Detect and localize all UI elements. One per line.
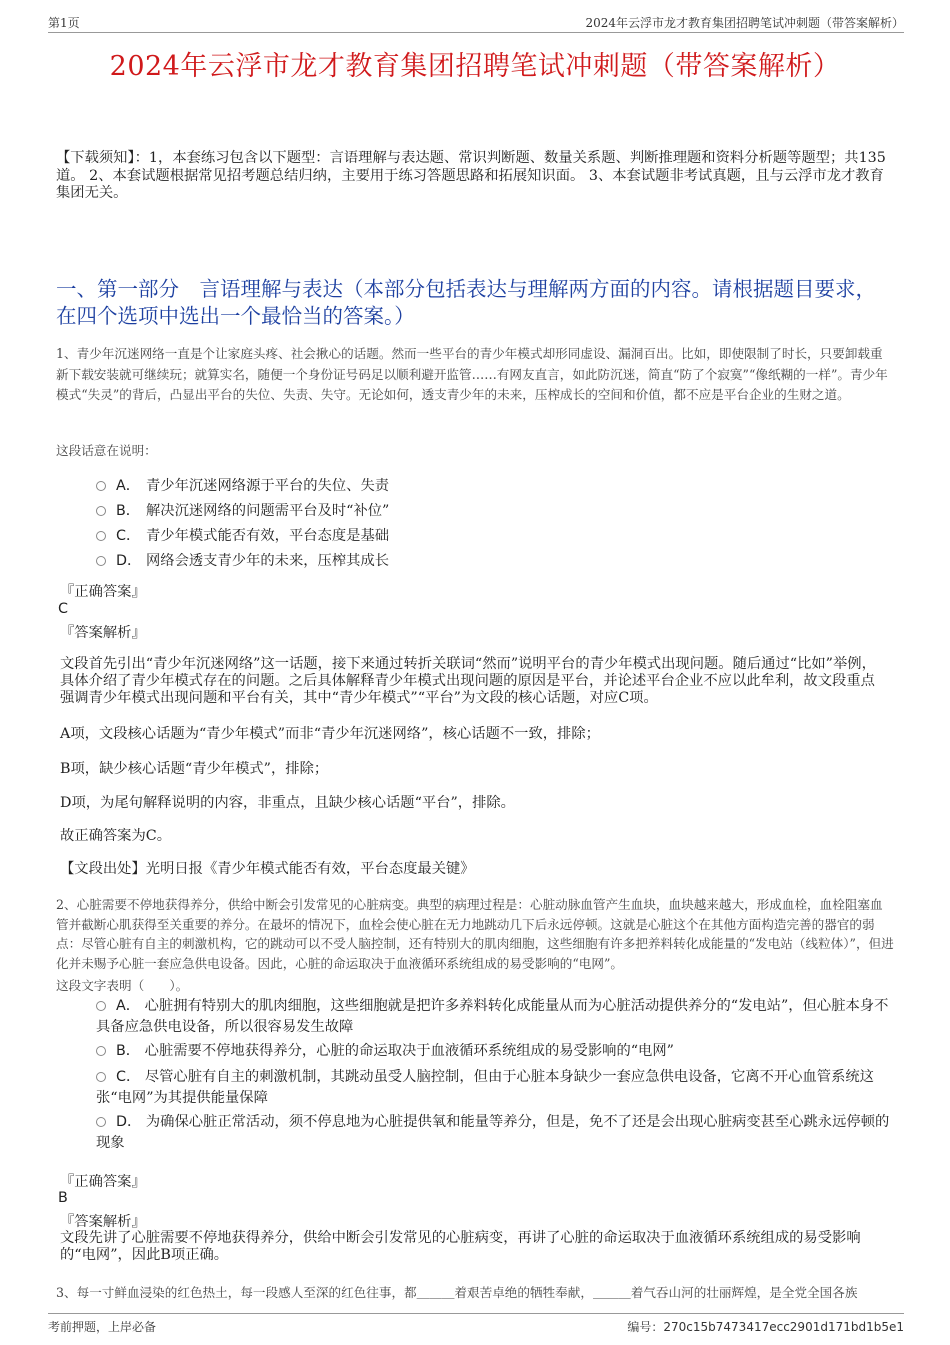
page-header	[48, 14, 904, 33]
radio-icon[interactable]	[96, 531, 106, 541]
question-1-analysis-d: D项，为尾句解释说明的内容，非重点，且缺少核心话题“平台”，排除。	[60, 795, 515, 811]
download-notice: 【下载须知】：1，本套练习包含以下题型：言语理解与表达题、常识判断题、数量关系题、判断推理题和资料分析题等题型；共135道。 2、本套试题根据常见招考题总结归纳，主要用于练习答题思路和拓展知识面。 3、本套试题非考试真题，且与云浮市龙才教育集团无关。	[56, 150, 886, 201]
radio-icon[interactable]	[96, 1072, 106, 1082]
question-2-option-d[interactable]: D． 为确保心脏正常活动，须不停息地为心脏提供氧和能量等养分，但是，免不了还是会出现心脏病变甚至心跳永远停顿的现象	[96, 1114, 890, 1151]
question-2-correct-label: 『正确答案』	[60, 1174, 146, 1190]
question-1-option-b[interactable]: B． 解决沉迷网络的问题需平台及时“补位”	[96, 501, 389, 522]
radio-icon[interactable]	[96, 556, 106, 566]
question-1-stem: 这段话意在说明：	[56, 443, 157, 458]
radio-icon[interactable]	[96, 1117, 106, 1127]
question-1-analysis-b: B项，缺少核心话题“青少年模式”，排除；	[60, 761, 329, 777]
question-1-correct-label: 『正确答案』	[60, 584, 146, 600]
question-3-text: 3、每一寸鲜血浸染的红色热土，每一段感人至深的红色往事，都＿＿＿着艰苦卓绝的牺牲奉献，＿＿＿着气吞山河的壮丽辉煌，是全党全国各族	[56, 1285, 858, 1300]
radio-icon[interactable]	[96, 1001, 106, 1011]
section-heading: 一、第一部分 言语理解与表达（本部分包括表达与理解两方面的内容。请根据题目要求，在四个选项中选出一个最恰当的答案。）	[56, 277, 876, 328]
question-2-text: 2、心脏需要不停地获得养分，供给中断会引发常见的心脏病变。典型的病理过程是：心脏动脉血管产生血块，血块越来越大，形成血栓，血栓阻塞血管并截断心肌获得至关重要的养分。在最坏的情况下，血栓会使心脏在无力地跳动几下后永远停顿。这就是心脏这个在其他方面构造完善的器官的弱点：尽管心脏有自主的刺激机构，它的跳动可以不受人脑控制，还有特别大的肌肉细胞，这些细胞有许多把养料转化成能量的“发电站（线粒体）”，但进化并未赐予心脏一套应急供电设备。因此，心脏的命运取决于血液循环系统组成的易受影响的“电网”。	[56, 897, 894, 971]
page-number: 第1页	[48, 16, 80, 30]
question-2-answer: B	[58, 1190, 68, 1206]
question-2-option-a[interactable]: A． 心脏拥有特别大的肌肉细胞，这些细胞就是把许多养料转化成能量从而为心脏活动提供养分的“发电站”，但心脏本身不具备应急供电设备，所以很容易发生故障	[96, 998, 889, 1035]
question-1-option-d[interactable]: D． 网络会透支青少年的未来，压榨其成长	[96, 551, 389, 572]
footer-code: 编号：270c15b7473417ecc2901d171bd1b5e1	[627, 1320, 904, 1334]
radio-icon[interactable]	[96, 1046, 106, 1056]
footer-slogan: 考前押题，上岸必备	[48, 1320, 157, 1334]
header-doc-title: 2024年云浮市龙才教育集团招聘笔试冲刺题（带答案解析）	[585, 16, 904, 30]
document-id: 270c15b7473417ecc2901d171bd1b5e1	[663, 1320, 904, 1334]
radio-icon[interactable]	[96, 506, 106, 516]
radio-icon[interactable]	[96, 481, 106, 491]
question-1-conclusion: 故正确答案为C。	[60, 828, 172, 844]
page-footer	[48, 1313, 904, 1334]
question-1-analysis-a: A项，文段核心话题为“青少年模式”而非“青少年沉迷网络”，核心话题不一致，排除；	[60, 726, 600, 742]
question-1-source: 【文段出处】光明日报《青少年模式能否有效，平台态度最关键》	[60, 861, 475, 877]
question-1-answer: C	[58, 601, 68, 617]
question-1-option-a[interactable]: A． 青少年沉迷网络源于平台的失位、失责	[96, 476, 389, 497]
question-1-text: 1、青少年沉迷网络一直是个让家庭头疼、社会揪心的话题。然而一些平台的青少年模式却形同虚设、漏洞百出。比如，即使限制了时长，只要卸载重新下载安装就可继续玩；就算实名，随便一个身份证号码足以顺利避开监管……有网友直言，如此防沉迷，简直“防了个寂寞”“像纸糊的一样”。青少年模式“失灵”的背后，凸显出平台的失位、失责、失守。无论如何，透支青少年的未来，压榨成长的空间和价值，都不应是平台企业的生财之道。	[56, 346, 888, 402]
question-1-option-c[interactable]: C． 青少年模式能否有效，平台态度是基础	[96, 526, 389, 547]
question-2-analysis: 文段先讲了心脏需要不停地获得养分，供给中断会引发常见的心脏病变，再讲了心脏的命运取决于血液循环系统组成的易受影响的“电网”，因此B项正确。	[60, 1230, 861, 1264]
question-1-analysis-label: 『答案解析』	[60, 625, 146, 641]
document-title: 2024年云浮市龙才教育集团招聘笔试冲刺题（带答案解析）	[109, 51, 841, 82]
question-2-option-c[interactable]: C． 尽管心脏有自主的刺激机制，其跳动虽受人脑控制，但由于心脏本身缺少一套应急供电设备，它离不开心血管系统这张“电网”为其提供能量保障	[96, 1069, 874, 1106]
question-2-stem: 这段文字表明（ ）。	[56, 978, 189, 993]
question-2-option-b[interactable]: B． 心脏需要不停地获得养分，心脏的命运取决于血液循环系统组成的易受影响的“电网”	[96, 1041, 896, 1062]
question-2-analysis-label: 『答案解析』	[60, 1214, 146, 1230]
question-1-analysis-main: 文段首先引出“青少年沉迷网络”这一话题，接下来通过转折关联词“然而”说明平台的青少年模式出现问题。随后通过“比如”举例，具体介绍了青少年模式存在的问题。之后具体解释青少年模式出现问题的原因是平台，并论述平台企业不应以此牟利，故文段重点强调青少年模式出现问题和平台有关，其中“青少年模式”“平台”为文段的核心话题，对应C项。	[60, 656, 876, 707]
